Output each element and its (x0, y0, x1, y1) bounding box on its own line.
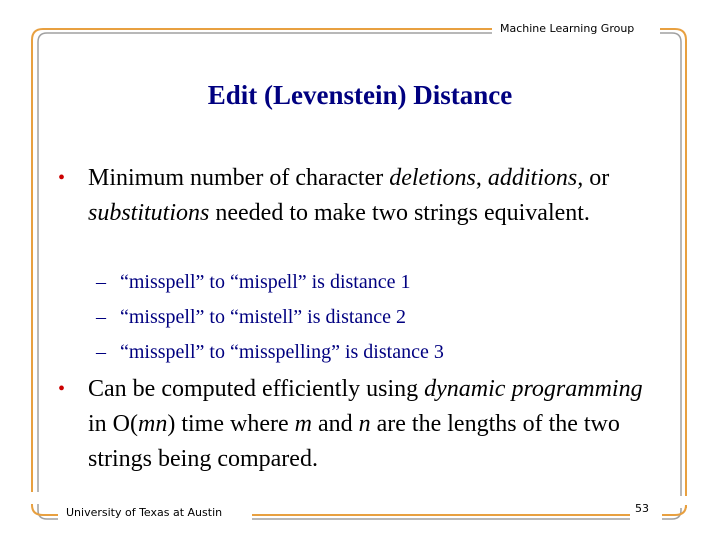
bullet-text-italic: m (294, 411, 312, 437)
bullet-item (58, 372, 648, 477)
bullet-marker: • (58, 167, 66, 189)
bullet-text-italic: substitutions (88, 200, 210, 226)
sub-bullet-text: “misspell” to “mispell” is distance 1 (120, 271, 411, 293)
sub-bullet-marker: – (96, 271, 106, 293)
bullet-text: are the lengths of the two strings being compared. (88, 411, 620, 472)
sub-bullet-item (96, 336, 444, 371)
sub-bullet-text: “misspell” to “mistell” is distance 2 (120, 306, 407, 328)
header-label: Machine Learning Group (500, 22, 635, 35)
bullet-text: Minimum number of character (88, 165, 390, 191)
bullet-text: needed to make two strings equivalent. (209, 200, 590, 226)
sub-bullet-marker: – (96, 306, 106, 328)
bullet-marker: • (58, 378, 66, 400)
bullet-text-italic: additions, (487, 165, 584, 191)
bullet-text: and (311, 411, 359, 437)
page-number: 53 (635, 502, 649, 515)
bullet-item (58, 161, 648, 231)
bullet-text-italic: dynamic programming (424, 376, 643, 402)
sub-bullet-marker: – (96, 341, 106, 363)
bullet-text-italic: n (358, 411, 371, 437)
bullet-text: or (583, 165, 610, 191)
footer-label: University of Texas at Austin (66, 506, 223, 519)
sub-bullet-list (96, 266, 444, 371)
bullet-text: in O( (88, 411, 138, 437)
bullet-text: Can be computed efficiently using (88, 376, 425, 402)
bullet-text-italic: deletions (389, 165, 476, 191)
slide-title: Edit (Levenstein) Distance (207, 80, 513, 110)
bullet-text: , (475, 165, 488, 191)
sub-bullet-item (96, 301, 444, 336)
sub-bullet-text: “misspell” to “misspelling” is distance 3 (120, 341, 444, 363)
bullet-text-italic: mn (138, 411, 168, 437)
bullet-text: ) time where (167, 411, 295, 437)
sub-bullet-item (96, 266, 444, 301)
